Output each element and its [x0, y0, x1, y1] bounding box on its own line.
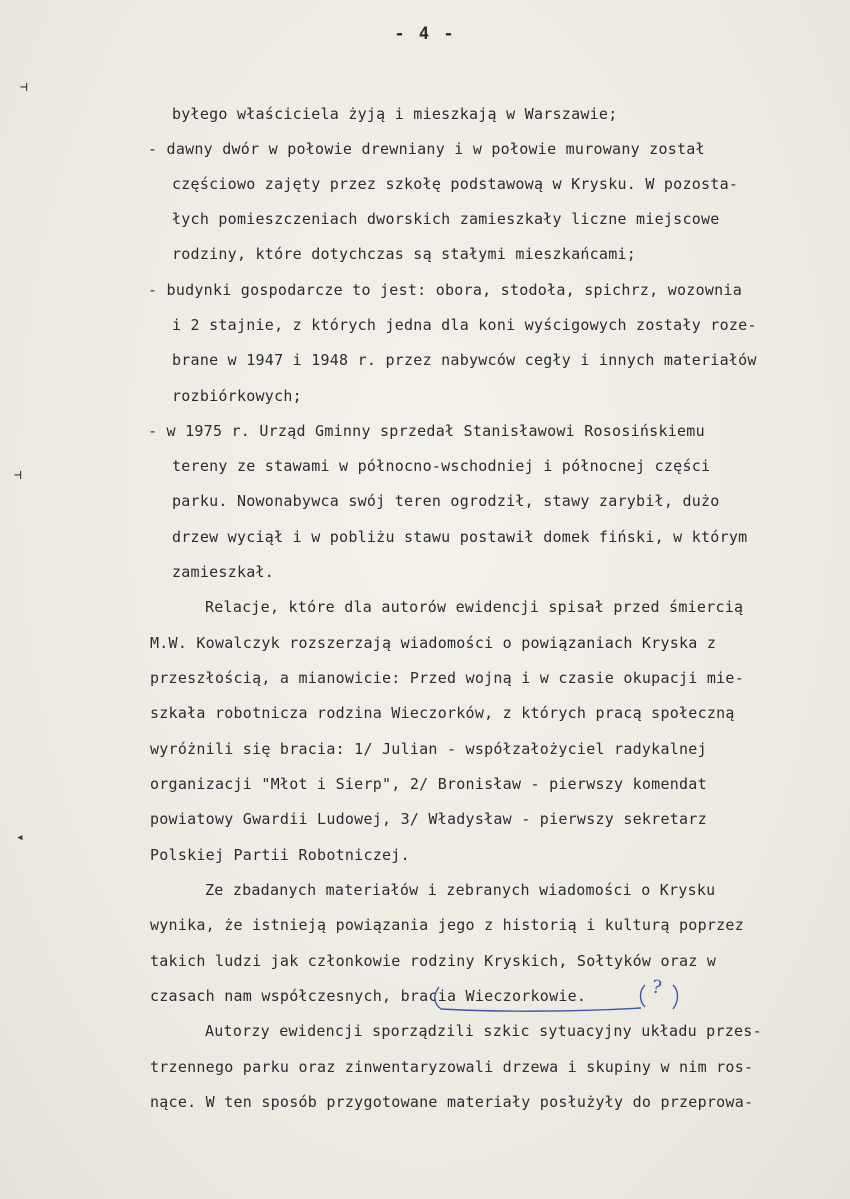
text-line: Ze zbadanych materiałów i zebranych wiadomości o Krysku: [205, 881, 716, 899]
text-line: trzennego parku oraz zinwentaryzowali drzewa i skupiny w nim ros-: [150, 1058, 754, 1076]
text-line: drzew wyciął i w pobliżu stawu postawił domek fiński, w którym: [172, 528, 748, 546]
text-line: i 2 stajnie, z których jedna dla koni wyścigowych zostały roze-: [172, 316, 757, 334]
text-line: łych pomieszczeniach dworskich zamieszkały liczne miejscowe: [172, 210, 720, 228]
text-line: czasach nam współczesnych, bracia Wieczorkowie.: [150, 987, 587, 1005]
text-line: Autorzy ewidencji sporządzili szkic sytuacyjny układu przes-: [205, 1022, 762, 1040]
text-line: rozbiórkowych;: [172, 387, 302, 405]
text-line: Relacje, które dla autorów ewidencji spisał przed śmiercią: [205, 598, 744, 616]
text-line: organizacji "Młot i Sierp", 2/ Bronisław - pierwszy komendat: [150, 775, 707, 793]
text-line: - budynki gospodarcze to jest: obora, stodoła, spichrz, wozownia: [148, 281, 742, 299]
margin-mark: ◂: [16, 830, 24, 845]
text-line: zamieszkał.: [172, 563, 275, 581]
text-line: M.W. Kowalczyk rozszerzają wiadomości o powiązaniach Kryska z: [150, 634, 717, 652]
text-line: takich ludzi jak członkowie rodziny Kryskich, Sołtyków oraz w: [150, 952, 717, 970]
text-line: powiatowy Gwardii Ludowej, 3/ Władysław - pierwszy sekretarz: [150, 810, 707, 828]
text-line: - dawny dwór w połowie drewniany i w połowie murowany został: [148, 140, 705, 158]
text-line: częściowo zajęty przez szkołę podstawową w Krysku. W pozosta-: [172, 175, 739, 193]
text-line: szkała robotnicza rodzina Wieczorków, z których pracą społeczną: [150, 704, 735, 722]
text-line: parku. Nowonabywca swój teren ogrodził, stawy zarybił, dużo: [172, 492, 720, 510]
text-line: wynika, że istnieją powiązania jego z historią i kulturą poprzez: [150, 916, 744, 934]
text-line: Polskiej Partii Robotniczej.: [150, 846, 410, 864]
margin-mark: ⊣: [20, 80, 28, 95]
text-line: wyróżnili się bracia: 1/ Julian - współzałożyciel radykalnej: [150, 740, 707, 758]
text-line: tereny ze stawami w północno-wschodniej i północnej części: [172, 457, 711, 475]
page-number: - 4 -: [394, 24, 456, 44]
text-line: byłego właściciela żyją i mieszkają w Warszawie;: [172, 105, 618, 123]
text-line: przeszłością, a mianowicie: Przed wojną i w czasie okupacji mie-: [150, 669, 744, 687]
text-line: nące. W ten sposób przygotowane materiały posłużyły do przeprowa-: [150, 1093, 754, 1111]
handwritten-question-mark: ?: [650, 976, 664, 999]
margin-mark: ⊣: [14, 468, 22, 483]
text-line: brane w 1947 i 1948 r. przez nabywców cegły i innych materiałów: [172, 351, 757, 369]
text-line: - w 1975 r. Urząd Gminny sprzedał Stanisławowi Rososińskiemu: [148, 422, 705, 440]
text-line: rodziny, które dotychczas są stałymi mieszkańcami;: [172, 245, 637, 263]
